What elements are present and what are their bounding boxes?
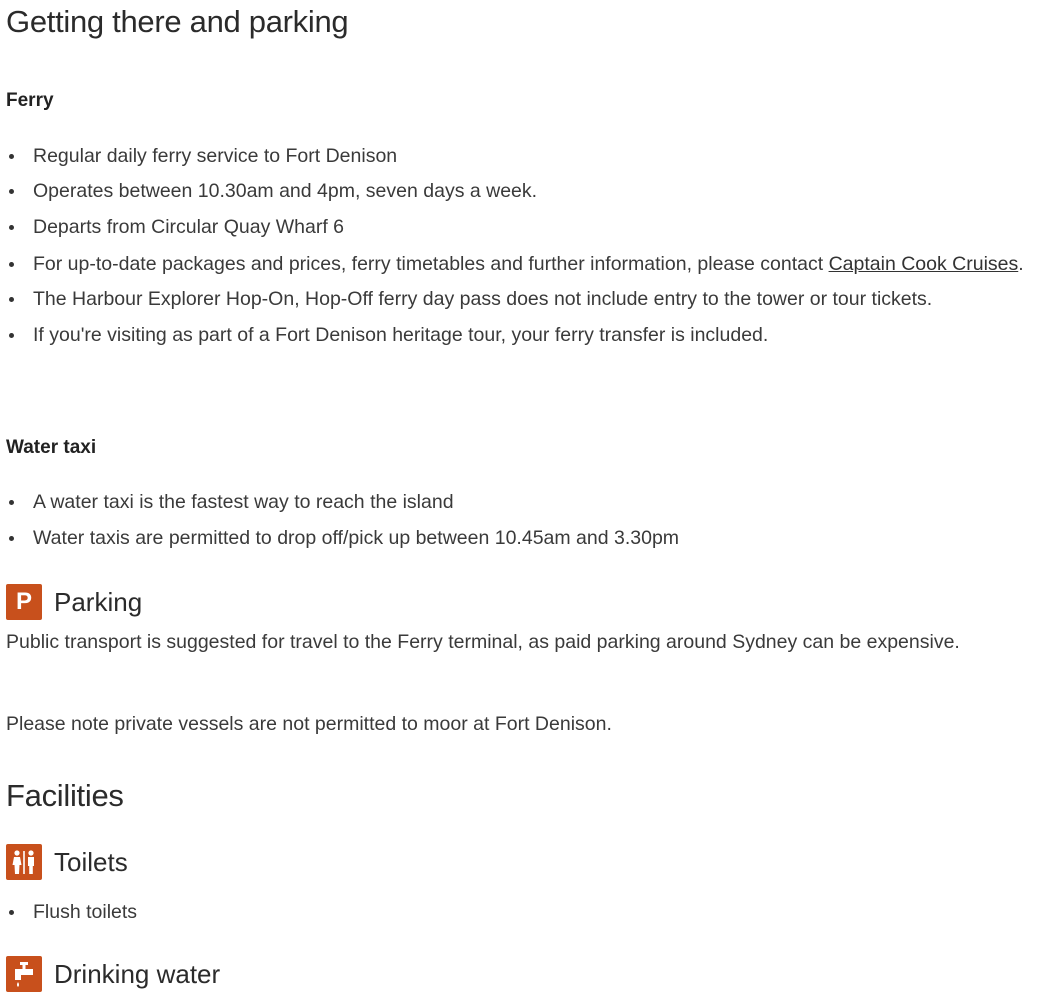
ferry-heading: Ferry bbox=[6, 90, 54, 111]
water-taxi-heading: Water taxi bbox=[6, 437, 97, 458]
toilets-list bbox=[0, 897, 1043, 927]
drinking-water-heading: Drinking water bbox=[54, 958, 221, 989]
drinking-water-section-header bbox=[6, 956, 220, 992]
toilets-section-header bbox=[6, 844, 128, 880]
ferry-list bbox=[0, 141, 1043, 350]
toilets-heading: Toilets bbox=[54, 846, 128, 877]
list-item: Departs from Circular Quay Wharf 6 bbox=[0, 212, 1043, 242]
list-item: If you're visiting as part of a Fort Denison heritage tour, your ferry transfer is included. bbox=[0, 320, 1043, 350]
parking-icon: P bbox=[6, 584, 42, 620]
parking-section-header bbox=[6, 584, 142, 620]
captain-cook-cruises-link[interactable]: Captain Cook Cruises bbox=[828, 253, 1019, 275]
list-item: Regular daily ferry service to Fort Denison bbox=[0, 141, 1043, 171]
contact-suffix: . bbox=[1018, 253, 1024, 275]
list-item: Water taxis are permitted to drop off/pick up between 10.45am and 3.30pm bbox=[0, 523, 1043, 553]
getting-there-title: Getting there and parking bbox=[6, 4, 349, 39]
list-item: A water taxi is the fastest way to reach the island bbox=[0, 487, 1043, 517]
list-item: Flush toilets bbox=[0, 897, 1043, 927]
facilities-title: Facilities bbox=[6, 778, 124, 813]
parking-heading: Parking bbox=[54, 586, 143, 617]
list-item bbox=[0, 249, 1043, 279]
water-taxi-list bbox=[0, 487, 1043, 553]
contact-text: For up-to-date packages and prices, ferry timetables and further information, please contact bbox=[33, 253, 829, 275]
parking-paragraph: Public transport is suggested for travel to the Ferry terminal, as paid parking around Sydney can be expensive. bbox=[6, 631, 960, 653]
moor-note-paragraph: Please note private vessels are not permitted to moor at Fort Denison. bbox=[6, 713, 612, 735]
list-item: The Harbour Explorer Hop-On, Hop-Off ferry day pass does not include entry to the tower or tour tickets. bbox=[0, 284, 1023, 314]
tap-icon bbox=[6, 956, 42, 992]
toilets-icon bbox=[6, 844, 42, 880]
list-item: Operates between 10.30am and 4pm, seven days a week. bbox=[0, 176, 1043, 206]
